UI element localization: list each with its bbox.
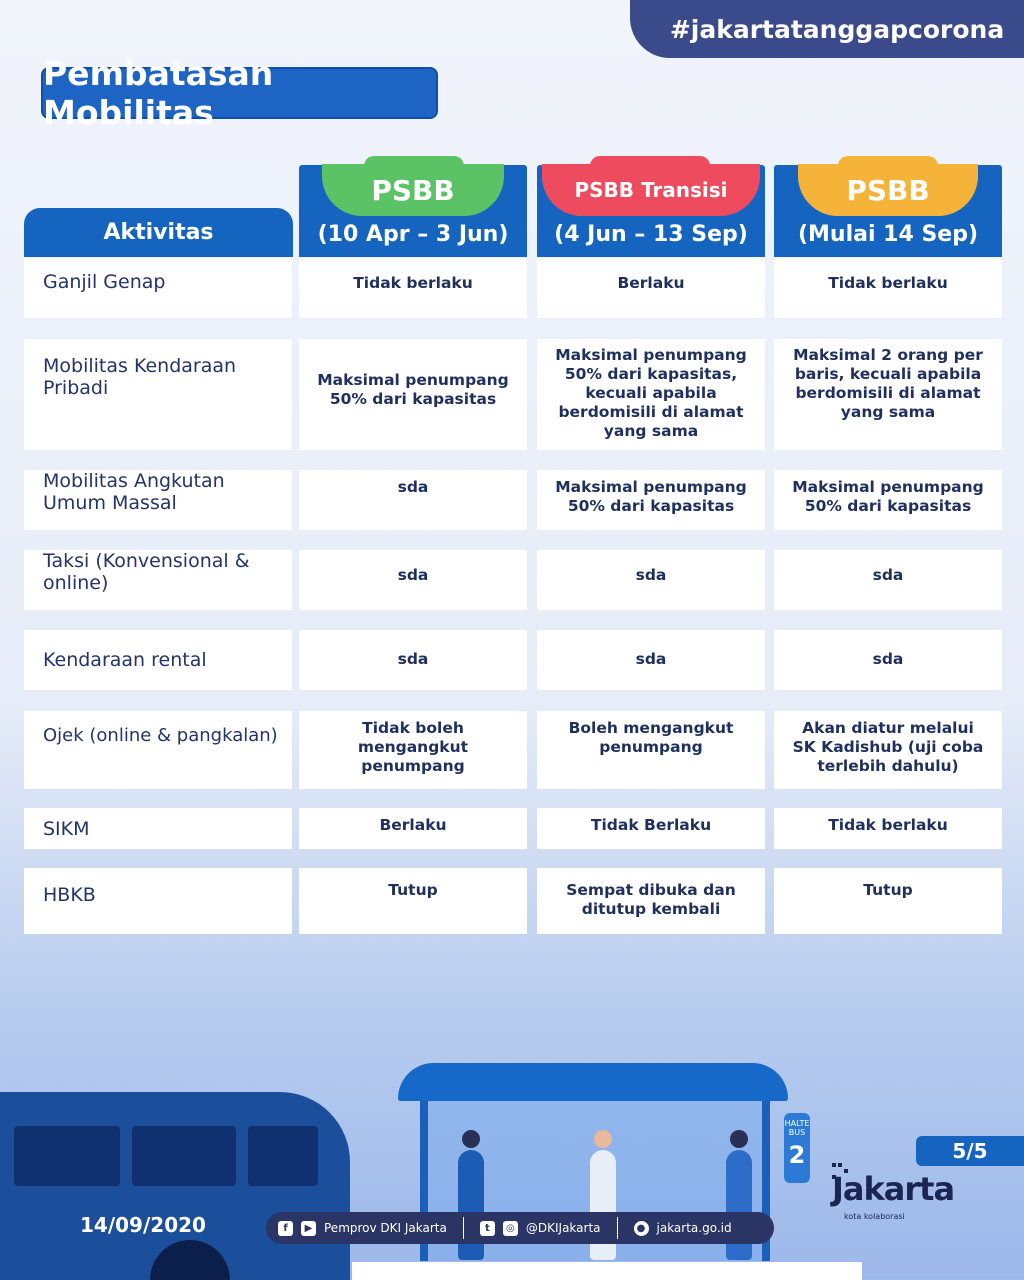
tab-psbb-new: PSBB [798,164,978,216]
row-value: Boleh mengangkut penumpang [537,711,765,789]
row-value: Tutup [299,868,527,934]
row-value: Maksimal penumpang 50% dari kapasitas [299,339,527,450]
globe-icon: ● [634,1221,649,1236]
twitter-instagram-handle[interactable]: @DKIJakarta [525,1221,601,1235]
jakarta-logo: Jakarta [832,1170,955,1208]
row-value: Berlaku [537,258,765,318]
header-period: (4 Jun – 13 Sep) [554,222,748,247]
row-value: sda [774,630,1002,690]
bus-stop-sign-number: 2 [788,1141,806,1169]
row-value: Tidak berlaku [774,808,1002,849]
row-value: Maksimal 2 orang per baris, kecuali apabila berdomisili di alamat yang sama [774,339,1002,450]
header-aktivitas: Aktivitas [24,208,293,257]
facebook-icon[interactable]: f [278,1221,293,1236]
row-activity: SIKM [24,808,292,849]
tab-psbb: PSBB [322,164,504,216]
row-value: Maksimal penumpang 50% dari kapasitas [774,470,1002,530]
bus-window [248,1126,318,1186]
row-value: sda [774,550,1002,610]
row-value: Maksimal penumpang 50% dari kapasitas, kecuali apabila berdomisili di alamat yang sama [537,339,765,450]
page-title: Pembatasan Mobilitas [41,67,438,119]
instagram-icon[interactable]: ◎ [503,1221,518,1236]
row-value: Tidak Berlaku [537,808,765,849]
jakarta-logo-tagline: kota kolaborasi [844,1212,905,1221]
row-value: sda [299,550,527,610]
row-activity: Mobilitas Kendaraan Pribadi [24,339,292,450]
row-value: Akan diatur melalui SK Kadishub (uji coba terlebih dahulu) [774,711,1002,789]
row-value: Berlaku [299,808,527,849]
youtube-icon[interactable]: ▶ [301,1221,316,1236]
row-value: Tidak berlaku [299,258,527,318]
header-period: (10 Apr – 3 Jun) [317,222,509,247]
bus-window [14,1126,120,1186]
row-activity: Mobilitas Angkutan Umum Massal [24,470,292,530]
ground-strip [352,1262,862,1280]
facebook-youtube-handle[interactable]: Pemprov DKI Jakarta [324,1221,447,1235]
row-activity: Ojek (online & pangkalan) [24,711,292,789]
row-value: sda [537,630,765,690]
tab-psbb-transisi: PSBB Transisi [542,164,760,216]
hashtag-banner: #jakartatanggapcorona [630,0,1024,58]
row-value: sda [299,630,527,690]
row-activity: Kendaraan rental [24,630,292,690]
row-activity: Ganjil Genap [24,258,292,318]
bus-stop-sign-text: HALTE BUS [784,1119,810,1137]
row-value: sda [537,550,765,610]
row-value: Maksimal penumpang 50% dari kapasitas [537,470,765,530]
social-footer-bar [266,1212,774,1244]
bus-stop-sign [784,1113,810,1183]
row-activity: HBKB [24,868,292,934]
row-value: Sempat dibuka dan ditutup kembali [537,868,765,934]
divider [617,1217,618,1239]
row-value: sda [299,470,527,530]
website-link[interactable]: jakarta.go.id [656,1221,732,1235]
row-value: Tidak berlaku [774,258,1002,318]
header-period: (Mulai 14 Sep) [797,222,979,247]
post-date: 14/09/2020 [80,1213,206,1237]
divider [463,1217,464,1239]
row-activity: Taksi (Konvensional & online) [24,550,292,610]
bus-window [132,1126,236,1186]
bus-shelter-roof [398,1063,788,1101]
row-value: Tutup [774,868,1002,934]
twitter-icon[interactable]: t [480,1221,495,1236]
row-value: Tidak boleh mengangkut penumpang [299,711,527,789]
page-indicator: 5/5 [916,1136,1024,1166]
